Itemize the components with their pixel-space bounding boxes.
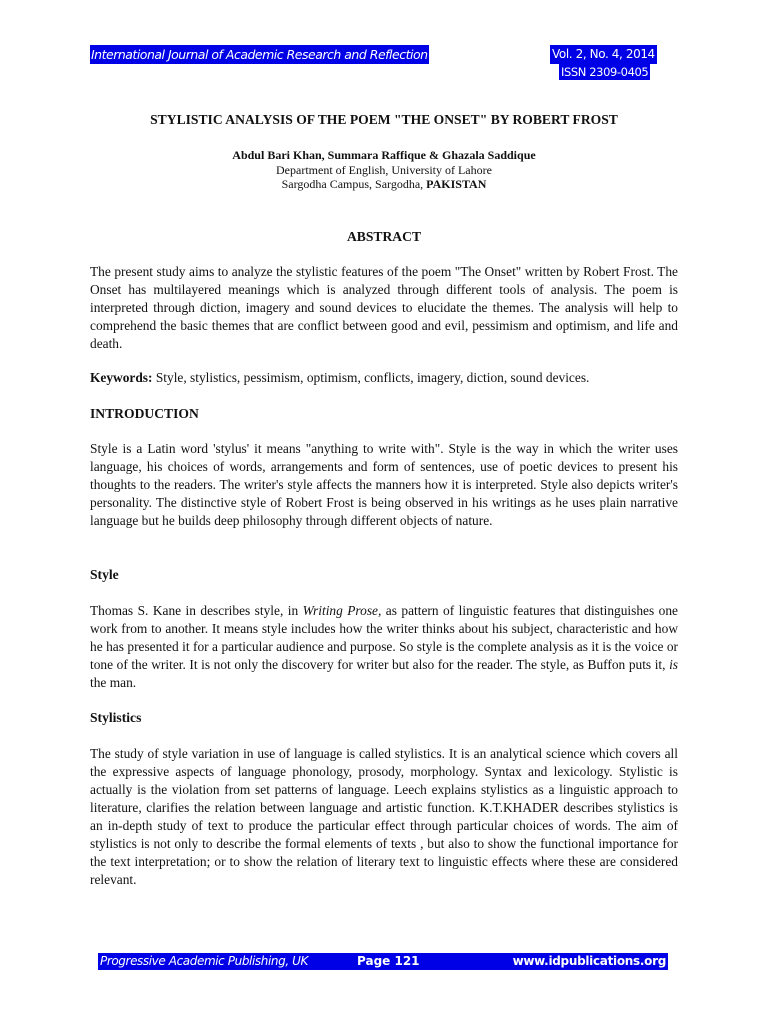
affiliation-campus	[90, 177, 678, 191]
footer-url[interactable]: www.idpublications.org	[512, 954, 666, 968]
style-text	[90, 602, 678, 692]
style-text-part3: the man.	[90, 675, 137, 690]
abstract-heading: ABSTRACT	[346, 229, 422, 244]
style-text-part2: as pattern of linguistic features that distinguishes one work from to another. It means style includes how the writer thinks about his subject, characteristic and how he has presented it for a particular audience and purpose. So style is the complete analysis as it is the voice or tone of the writer. It is not only the discovery for writer but also for the reader. The style, as Buffon puts it,	[90, 603, 678, 672]
stylistics-text: The study of style variation in use of language is called stylistics. It is an analytical science which covers all the expressive aspects of language phonology, prosody, morphology. Syntax and lexicology. Stylistic is actually is the violation from set patterns of language. Leech explains stylistics as a linguistic approach to literature, clarifies the relation between language and artistic function. K.T.KHADER describes stylistics is an in-depth study of text to produce the particular effect through particular choices of words. The aim of stylistics is not only to describe the formal elements of texts , but also to show the functional importance for the text interpretation; or to show the relation of literary text to linguistic effects where these are considered relevant.	[90, 746, 678, 887]
introduction-text: Style is a Latin word 'stylus' it means "anything to write with". Style is the way in which the writer uses language, his choices of words, arrangements and form of sentences, use of poetic devices to present his thoughts to the readers. The writer's style affects the manners how it is interpreted. Style also depicts writer's personality. The distinctive style of Robert Frost is being observed in his writings as he uses plain narrative language but he builds deep philosophy through different objects of nature.	[90, 441, 678, 528]
style-heading: Style	[90, 567, 119, 582]
page-number: Page 121	[357, 954, 420, 968]
stylistics-heading: Stylistics	[90, 710, 142, 725]
keywords-label: Keywords:	[90, 370, 153, 385]
book-title: Writing Prose,	[302, 603, 382, 618]
keywords	[90, 369, 678, 387]
journal-name: International Journal of Academic Research and Reflection	[91, 47, 428, 62]
paper-title: STYLISTIC ANALYSIS OF THE POEM "THE ONSET" BY ROBERT FROST	[150, 112, 618, 127]
style-text-part1: Thomas S. Kane in describes style, in	[90, 603, 303, 618]
keywords-text: Style, stylistics, pessimism, optimism, conflicts, imagery, diction, sound devices.	[152, 370, 590, 385]
affiliation-campus-text: Sargodha Campus, Sargodha,	[281, 177, 427, 191]
volume-info: Vol. 2, No. 4, 2014	[550, 45, 657, 64]
abstract-text: The present study aims to analyze the stylistic features of the poem "The Onset" written by Robert Frost. The Onset has multilayered meanings which is analyzed through different tools of analysis. The poem is interpreted through diction, imagery and sound devices to elucidate the themes. The analysis will help to comprehend the basic themes that are conflict between good and evil, pessimism and optimism, and life and death.	[90, 264, 678, 351]
authors: Abdul Bari Khan, Summara Raffique & Ghazala Saddique	[232, 148, 536, 162]
footer-publisher: Progressive Academic Publishing, UK	[100, 954, 309, 968]
affiliation-department: Department of English, University of Lahore	[276, 163, 492, 177]
affiliation-country: PAKISTAN	[426, 177, 487, 191]
footer-bar	[98, 953, 668, 970]
emphasis-is: is	[669, 657, 678, 672]
issn: ISSN 2309-0405	[561, 65, 649, 79]
introduction-heading: INTRODUCTION	[90, 406, 199, 421]
